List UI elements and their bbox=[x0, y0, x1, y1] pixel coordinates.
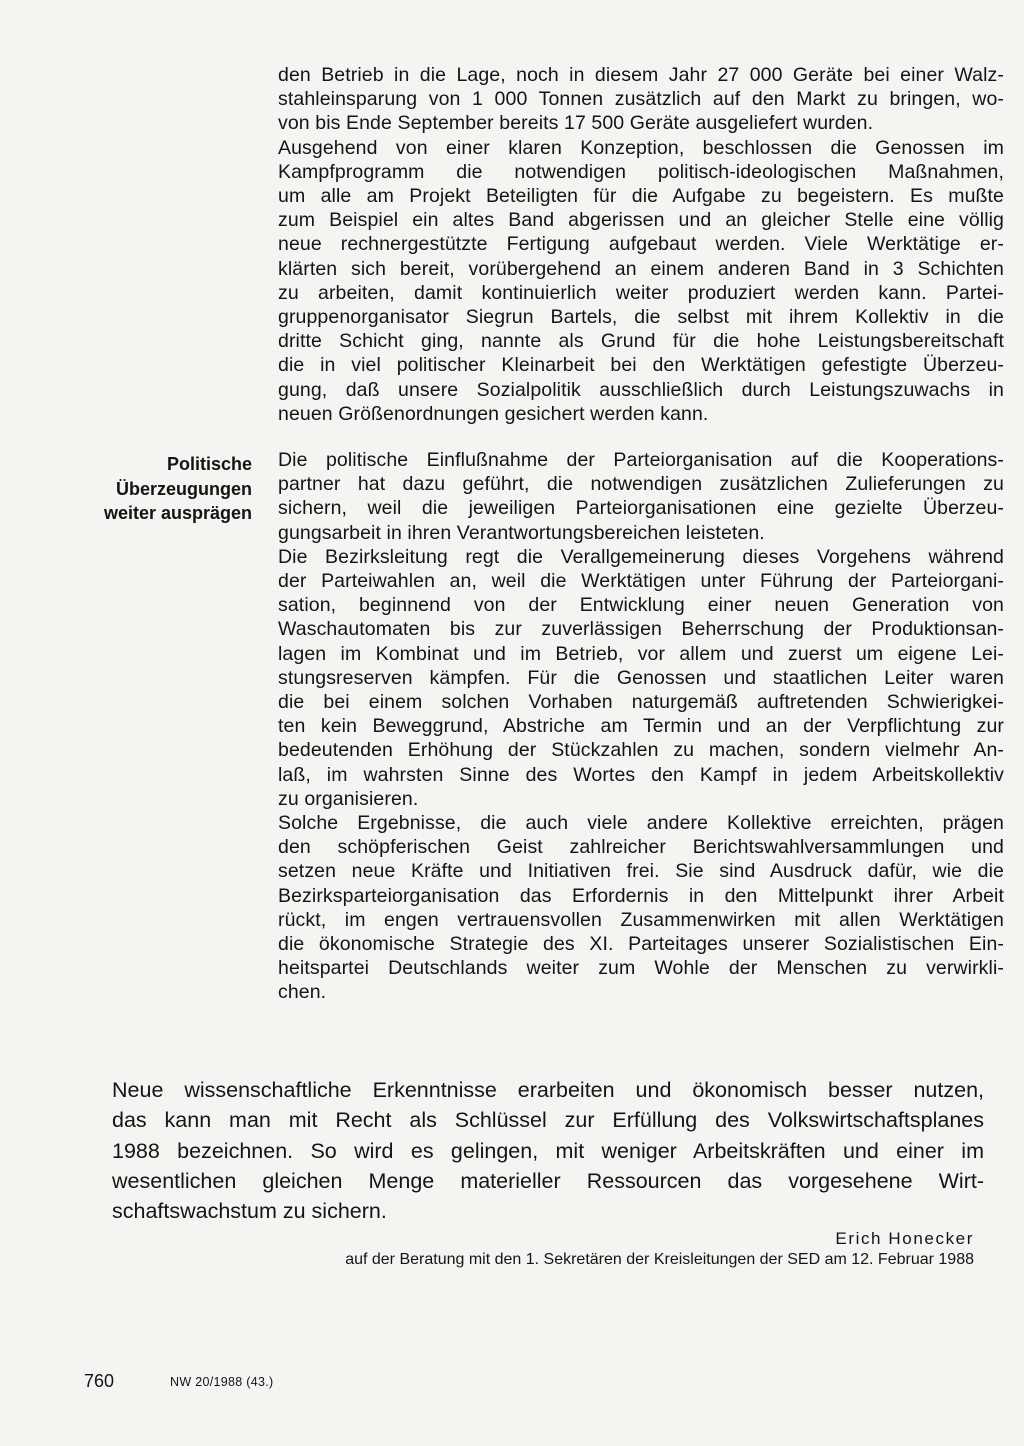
text-line: das kann man mit Recht als Schlüssel zur Erfüllung des Volkswirtschaftsplanes bbox=[112, 1108, 984, 1133]
text-line: gungsarbeit in ihren Verantwortungsbereichen leisteten. bbox=[278, 521, 765, 544]
text-line: Die politische Einflußnahme der Parteiorganisation auf die Kooperations- bbox=[278, 449, 1004, 471]
text-line: die ökonomische Strategie des XI. Parteitages unserer Sozialistischen Ein- bbox=[278, 933, 1004, 956]
text-line: chen. bbox=[278, 981, 327, 1004]
text-line: der Parteiwahlen an, weil die Werktätigen unter Führung der Parteiorgani- bbox=[278, 570, 1004, 593]
margin-heading-line: Politische bbox=[166, 454, 252, 474]
text-line: von bis Ende September bereits 17 500 Geräte ausgeliefert wurden. bbox=[278, 112, 874, 135]
text-line: Bezirksparteiorganisation das Erfordernis in den Mittelpunkt ihrer Arbeit bbox=[278, 884, 1004, 907]
text-line: den schöpferischen Geist zahlreicher Berichtswahlversammlungen und bbox=[278, 836, 1004, 859]
text-line: zu arbeiten, damit kontinuierlich weiter produziert werden kann. Partei- bbox=[278, 281, 1004, 304]
quote-source: auf der Beratung mit den 1. Sekretären der Kreisleitungen der SED am 12. Februar 1988 bbox=[345, 1251, 974, 1268]
body-text-block-2 bbox=[278, 448, 1004, 1005]
text-line: Die Bezirksleitung regt die Verallgemeinerung dieses Vorgehens während bbox=[278, 545, 1004, 568]
text-line: heitspartei Deutschlands weiter zum Wohle der Menschen zu verwirkli- bbox=[278, 957, 1004, 980]
margin-heading-line: Überzeugungen bbox=[115, 478, 252, 499]
margin-heading bbox=[100, 452, 252, 526]
text-line: 1988 bezeichnen. So wird es gelingen, mit weniger Arbeitskräften und einer im bbox=[112, 1138, 984, 1163]
text-line: Ausgehend von einer klaren Konzeption, beschlossen die Genossen im bbox=[278, 136, 1004, 159]
page-number: 760 bbox=[84, 1371, 115, 1391]
text-line: partner hat dazu geführt, die notwendigen zusätzlichen Zulieferungen zu bbox=[278, 473, 1004, 496]
text-line: klärten sich bereit, vorübergehend an einem anderen Band in 3 Schichten bbox=[278, 257, 1004, 280]
text-line: um alle am Projekt Beteiligten für die Aufgabe zu begeistern. Es mußte bbox=[278, 185, 1004, 208]
body-text-block-1 bbox=[278, 63, 1004, 426]
text-line: sichern, weil die jeweiligen Parteiorganisationen eine gezielte Überzeu- bbox=[278, 497, 1004, 520]
text-line: die bei einem solchen Vorhaben naturgemäß auftretenden Schwierigkei- bbox=[278, 691, 1004, 714]
text-line: laß, im wahrsten Sinne des Wortes den Kampf in jedem Arbeitskollektiv bbox=[278, 763, 1004, 786]
text-line: den Betrieb in die Lage, noch in diesem Jahr 27 000 Geräte bei einer Walz- bbox=[278, 64, 1004, 86]
text-line: setzen neue Kräfte und Initiativen frei. Sie sind Ausdruck dafür, wie die bbox=[278, 860, 1004, 883]
text-line: bedeutenden Erhöhung der Stückzahlen zu machen, sondern vielmehr An- bbox=[278, 739, 1004, 762]
text-line: lagen im Kombinat und im Betrieb, vor allem und zuerst um eigene Lei- bbox=[278, 642, 1004, 665]
text-line: ten kein Beweggrund, Abstriche am Termin und an der Verpflichtung zur bbox=[278, 715, 1004, 738]
pull-quote bbox=[112, 1075, 984, 1226]
text-line: schaftswachstum zu sichern. bbox=[112, 1199, 387, 1224]
text-line: stungsreserven kämpfen. Für die Genossen und staatlichen Leiter waren bbox=[278, 666, 1004, 689]
text-line: gruppenorganisator Siegrun Bartels, die selbst mit ihrem Kollektiv in die bbox=[278, 306, 1004, 329]
text-line: zu organisieren. bbox=[278, 787, 419, 810]
text-line: Solche Ergebnisse, die auch viele andere Kollektive erreichten, prägen bbox=[278, 812, 1004, 835]
text-line: wesentlichen gleichen Menge materieller Ressourcen das vorgesehene Wirt- bbox=[112, 1168, 984, 1193]
text-line: Neue wissenschaftliche Erkenntnisse erarbeiten und ökonomisch besser nutzen, bbox=[112, 1078, 984, 1102]
text-line: neuen Größenordnungen gesichert werden kann. bbox=[278, 402, 709, 425]
text-line: neue rechnergestützte Fertigung aufgebaut werden. Viele Werktätige er- bbox=[278, 233, 1004, 256]
text-line: stahleinsparung von 1 000 Tonnen zusätzlich auf den Markt zu bringen, wo- bbox=[278, 88, 1004, 111]
text-line: gung, daß unsere Sozialpolitik ausschließlich durch Leistungszuwachs in bbox=[278, 378, 1004, 401]
text-line: Waschautomaten bis zur zuverlässigen Beherrschung der Produktionsan- bbox=[278, 618, 1004, 641]
text-line: rückt, im engen vertrauensvollen Zusammenwirken mit allen Werktätigen bbox=[278, 908, 1004, 931]
text-line: zum Beispiel ein altes Band abgerissen und an gleicher Stelle eine völlig bbox=[278, 209, 1004, 232]
text-line: sation, beginnend von der Entwicklung einer neuen Generation von bbox=[278, 594, 1004, 617]
quote-author: Erich Honecker bbox=[835, 1229, 974, 1248]
margin-heading-line: weiter ausprägen bbox=[103, 503, 252, 523]
text-line: die in viel politischer Kleinarbeit bei den Werktätigen gefestigte Überzeu- bbox=[278, 354, 1004, 377]
journal-reference: NW 20/1988 (43.) bbox=[170, 1375, 274, 1389]
text-line: dritte Schicht ging, nannte als Grund für die hohe Leistungsbereitschaft bbox=[278, 330, 1004, 353]
text-line: Kampfprogramm die notwendigen politisch-ideologischen Maßnahmen, bbox=[278, 160, 1004, 183]
